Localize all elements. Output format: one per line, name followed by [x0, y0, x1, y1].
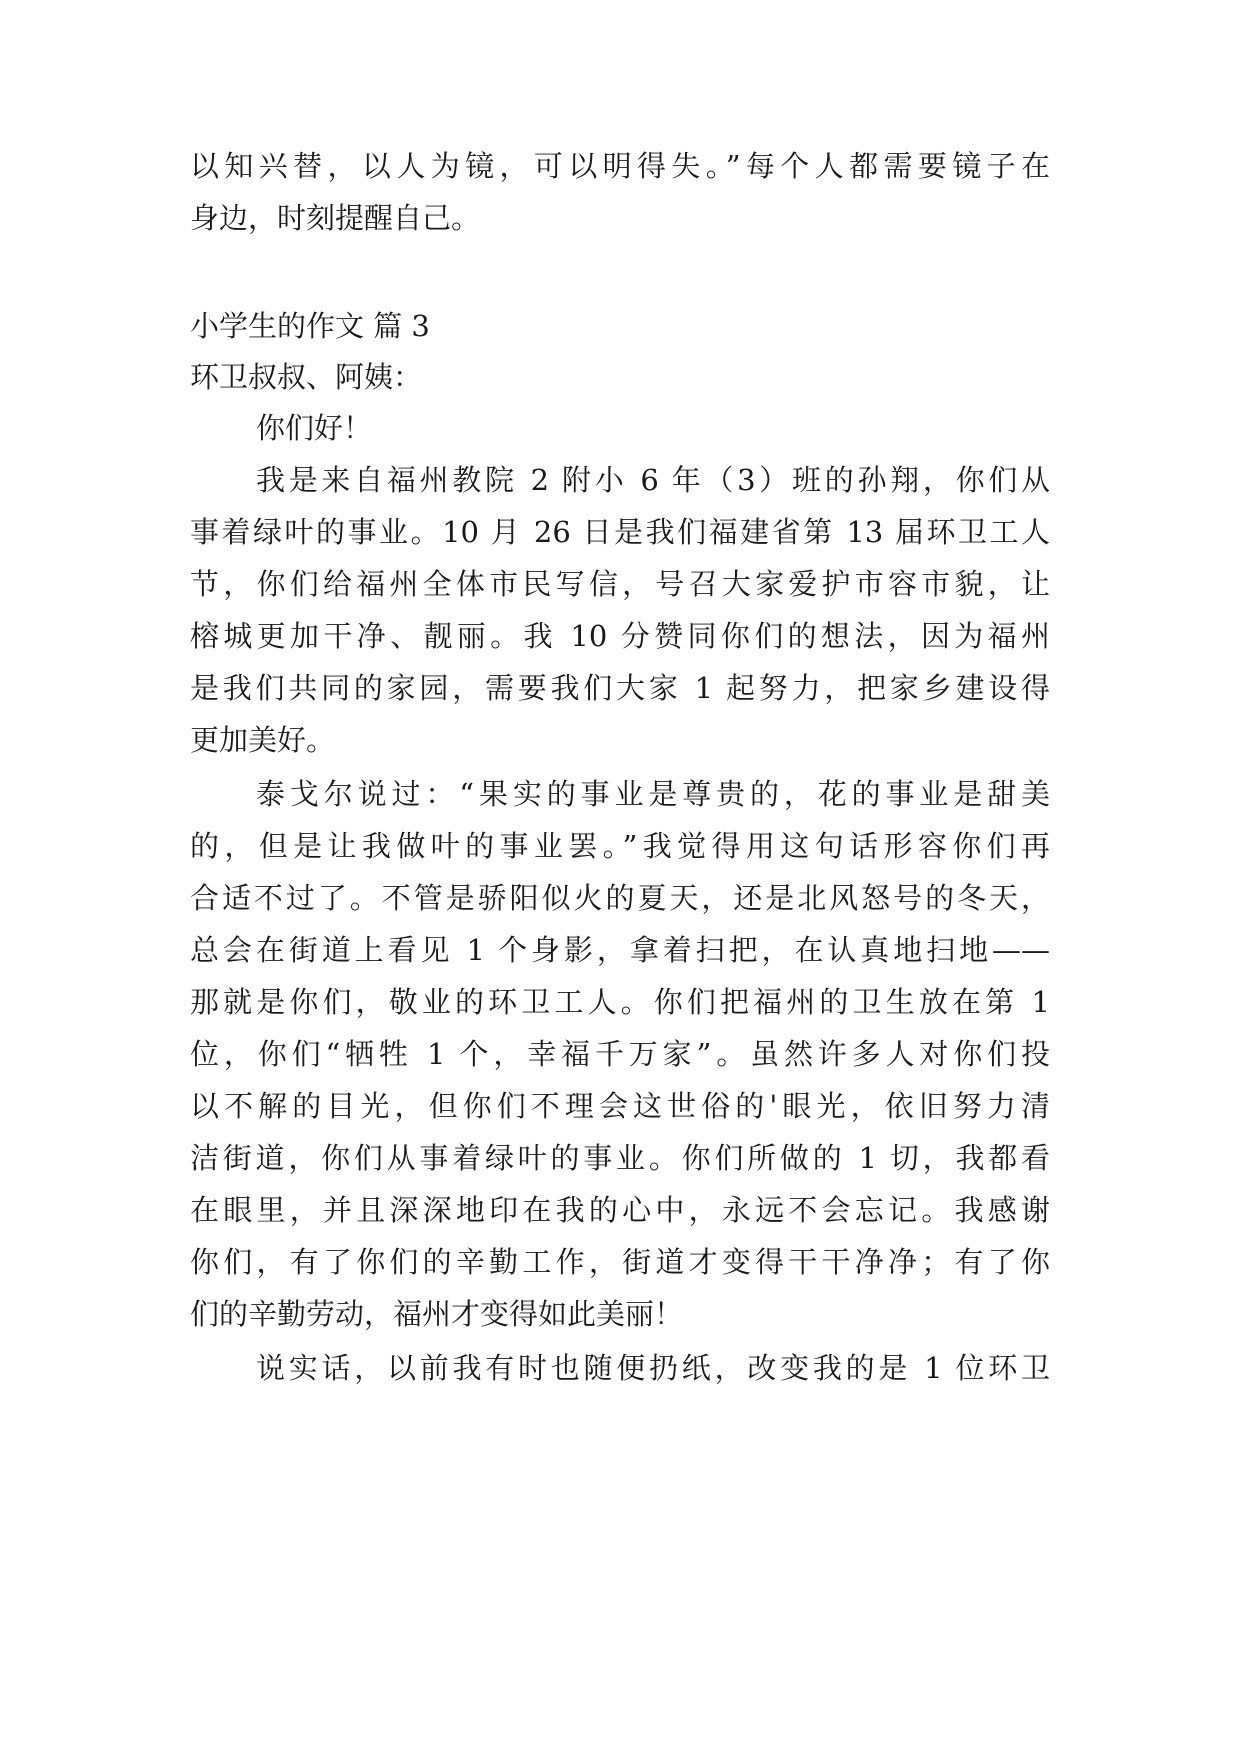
text-line: 洁街道，你们从事着绿叶的事业。你们所做的 1 切，我都看	[190, 1141, 1050, 1175]
text-line: 身边，时刻提醒自己。	[190, 201, 481, 235]
text-line: 事着绿叶的事业。10 月 26 日是我们福建省第 13 届环卫工人	[190, 515, 1050, 549]
text-line: 的，但是让我做叶的事业罢。”我觉得用这句话形容你们再	[190, 829, 1050, 863]
text-line: 是我们共同的家园，需要我们大家 1 起努力，把家乡建设得	[190, 671, 1050, 705]
salutation: 环卫叔叔、阿姨：	[190, 360, 423, 394]
text-line: 以不解的目光，但你们不理会这世俗的'眼光，依旧努力清	[190, 1089, 1050, 1123]
text-line: 泰戈尔说过：“果实的事业是尊贵的，花的事业是甜美	[256, 777, 1050, 811]
text-line: 们的辛勤劳动，福州才变得如此美丽！	[190, 1297, 684, 1331]
text-line: 位，你们“牺牲 1 个，幸福千万家”。虽然许多人对你们投	[190, 1037, 1050, 1071]
text-line: 那就是你们，敬业的环卫工人。你们把福州的卫生放在第 1	[190, 985, 1050, 1019]
text-line: 以知兴替，以人为镜，可以明得失。”每个人都需要镜子在	[190, 149, 1050, 183]
text-line: 合适不过了。不管是骄阳似火的夏天，还是北风怒号的冬天，	[190, 881, 1050, 915]
text-line: 你们，有了你们的辛勤工作，街道才变得干干净净；有了你	[190, 1245, 1050, 1279]
text-line: 榕城更加干净、靓丽。我 10 分赞同你们的想法，因为福州	[190, 619, 1050, 653]
text-line: 更加美好。	[190, 723, 336, 757]
text-line: 在眼里，并且深深地印在我的心中，永远不会忘记。我感谢	[190, 1193, 1050, 1227]
text-line: 说实话，以前我有时也随便扔纸，改变我的是 1 位环卫	[256, 1351, 1050, 1385]
section-heading: 小学生的作文 篇 3	[190, 309, 430, 343]
text-line: 节，你们给福州全体市民写信，号召大家爱护市容市貌，让	[190, 567, 1050, 601]
greeting-line: 你们好！	[256, 411, 373, 445]
text-line: 总会在街道上看见 1 个身影，拿着扫把，在认真地扫地——	[190, 933, 1050, 967]
text-line: 我是来自福州教院 2 附小 6 年（3）班的孙翔，你们从	[256, 463, 1050, 497]
